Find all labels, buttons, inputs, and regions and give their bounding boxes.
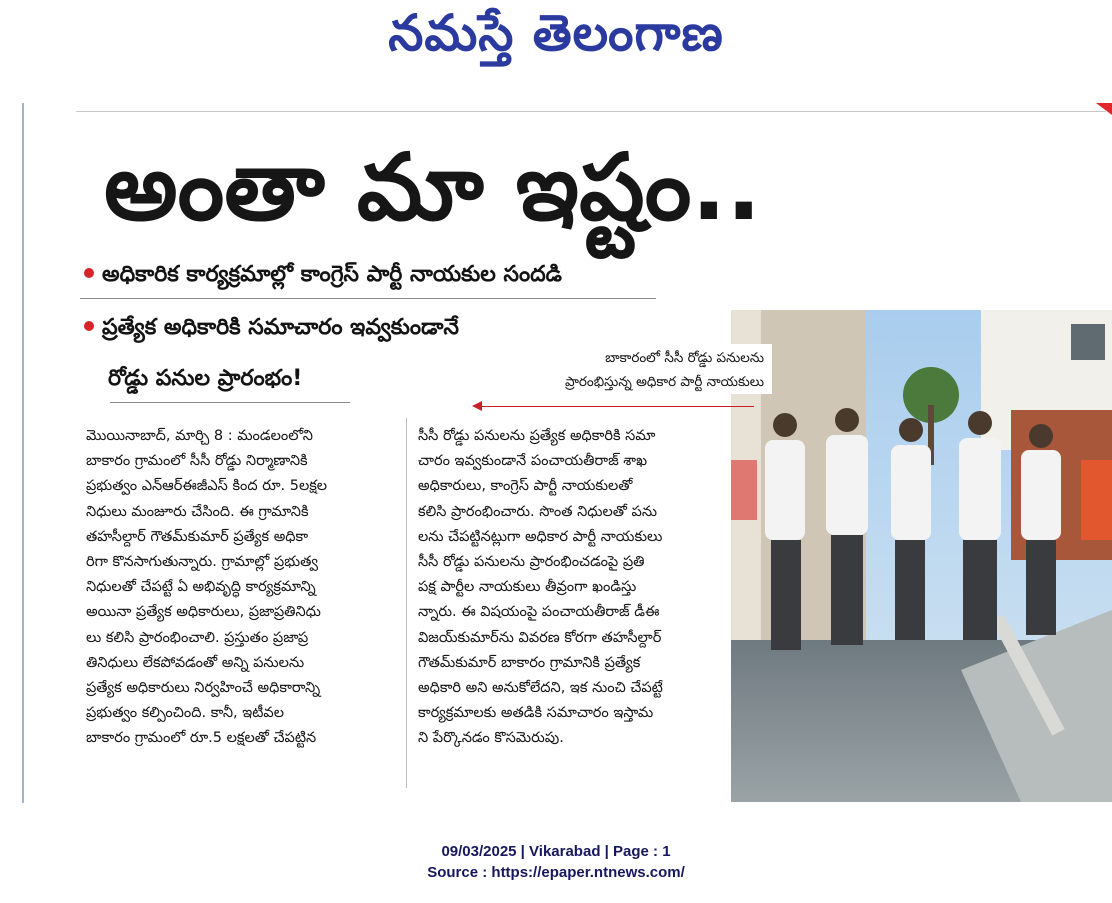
text-line: బాకారం గ్రామంలో సీసీ రోడ్డు నిర్మాణానికి (86, 453, 308, 470)
text-line: అధికారి అని అనుకోలేదని, ఇక నుంచి చేపట్టే (418, 680, 663, 697)
text-line: నిధులు మంజూరు చేసింది. ఈ గ్రామానికి (86, 503, 309, 520)
text-line: ప్రత్యేక అధికారులు నిర్వహించే అధికారాన్ని (86, 680, 321, 697)
caption-arrow-icon (474, 406, 754, 407)
article-column-1 (86, 424, 398, 752)
text-line: లను చేపట్టినట్లుగా అధికార పార్టీ నాయకులు (418, 528, 663, 545)
news-photo (731, 310, 1112, 802)
subhead-2-text: ప్రత్యేక అధికారికి సమాచారం ఇవ్వకుండానే (102, 315, 459, 340)
bullet-icon (84, 321, 94, 331)
text-line: ని పేర్కొనడం కొసమెరుపు. (418, 730, 564, 747)
bullet-icon (84, 268, 94, 278)
top-divider (76, 111, 1106, 112)
masthead-logo: నమస్తే తెలంగాణ (388, 4, 724, 62)
text-line: లు కలిసి ప్రారంభించాలి. ప్రస్తుతం ప్రజాప్ర (86, 629, 309, 646)
text-line: పక్ష పార్టీల నాయకులు తీవ్రంగా ఖండిస్తు (418, 579, 637, 596)
column-divider (406, 418, 407, 788)
text-line: బాకారం గ్రామంలో రూ.5 లక్షలతో చేపట్టిన (86, 730, 317, 747)
text-line: ప్రభుత్వం కల్పించింది. కానీ, ఇటీవల (86, 705, 284, 722)
text-line: ప్రభుత్వం ఎన్ఆర్ఈజీఎస్ కింద రూ. 5లక్షల (86, 478, 328, 495)
text-line: కార్యక్రమాలకు అతడికి సమాచారం ఇస్తామ (418, 705, 654, 722)
text-line: అధికారులు, కాంగ్రెస్ పార్టీ నాయకులతో (418, 478, 633, 495)
text-line: గౌతమ్‌కుమార్ బాకారం గ్రామానికి ప్రత్యేక (418, 654, 641, 671)
subhead-1-text: అధికారిక కార్యక్రమాల్లో కాంగ్రెస్ పార్టీ నాయకుల సందడి (102, 262, 562, 287)
subhead-1 (84, 262, 562, 292)
text-line: అయినా ప్రత్యేక అధికారులు, ప్రజాప్రతినిధు (86, 604, 321, 621)
text-line: మొయినాబాద్, మార్చి 8 : మండలంలోని (86, 428, 313, 444)
text-line: చారం ఇవ్వకుండానే పంచాయతీరాజ్ శాఖ (418, 453, 648, 470)
corner-accent (1096, 103, 1112, 115)
footer-source: Source : https://epaper.ntnews.com/ (427, 864, 685, 881)
photo-illustration (731, 310, 1112, 802)
subhead-underline (110, 402, 350, 403)
text-line: తినిధులు లేకపోవడంతో అన్ని పనులను (86, 654, 305, 671)
headline: అంతా మా ఇష్టం.. (104, 134, 762, 241)
left-border-rule (22, 103, 24, 803)
text-line: విజయ్‌కుమార్‌ను వివరణ కోరగా తహసీల్దార్ (418, 629, 662, 646)
text-line: సీసీ రోడ్డు పనులను ప్రారంభించడంపై ప్రతి (418, 554, 645, 571)
text-line: తహసీల్దార్ గౌతమ్‌కుమార్ ప్రత్యేక అధికా (86, 528, 309, 545)
caption-line-2: ప్రారంభిస్తున్న అధికార పార్టీ నాయకులు (565, 374, 764, 390)
footer-date-edition: 09/03/2025 | Vikarabad | Page : 1 (441, 843, 671, 860)
text-line: న్నారు. ఈ విషయంపై పంచాయతీరాజ్ డీఈ (418, 604, 660, 621)
caption-line-1: బాకారంలో సీసీ రోడ్డు పనులను (605, 350, 764, 366)
subhead-3: రోడ్డు పనుల ప్రారంభం! (108, 366, 303, 391)
text-line: రిగా కొనసాగుతున్నారు. గ్రామాల్లో ప్రభుత్వ (86, 554, 318, 571)
article-column-2 (418, 424, 726, 752)
photo-caption (420, 344, 772, 394)
subhead-divider (80, 298, 656, 299)
text-line: నిధులతో చేపట్టే ఏ అభివృద్ధి కార్యక్రమాన్ని (86, 579, 316, 596)
text-line: సీసీ రోడ్డు పనులను ప్రత్యేక అధికారికి సమా (418, 428, 656, 444)
subhead-2 (84, 315, 459, 345)
text-line: కలిసి ప్రారంభించారు. సొంత నిధులతో పను (418, 503, 658, 520)
